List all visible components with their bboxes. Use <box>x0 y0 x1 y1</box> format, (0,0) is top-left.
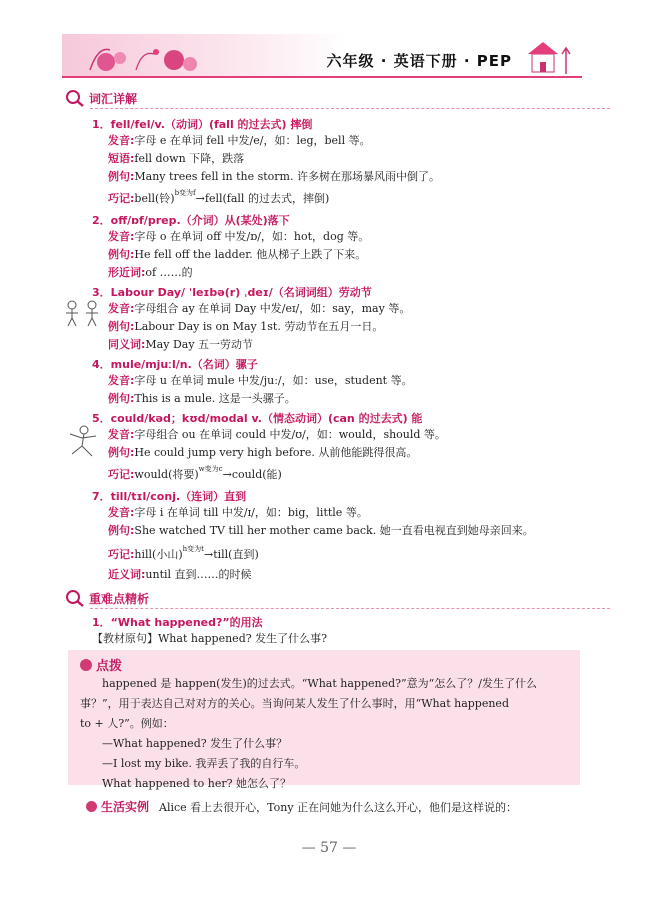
section-label-key: 重难点精析 <box>89 591 150 606</box>
house-decoration-icon <box>518 36 578 76</box>
bullet-icon <box>86 801 97 812</box>
entry-tag: 发音: <box>108 506 135 519</box>
entry-line <box>108 170 440 184</box>
entry-head: 5．could/kəd；kʊd/modal v.（情态动词）(can 的过去式) 能 <box>92 412 423 425</box>
entry-tag: 发音: <box>108 230 135 243</box>
entry-line <box>108 465 282 483</box>
magnifier-icon <box>64 588 86 608</box>
bullet-icon <box>80 659 92 671</box>
entry-line <box>108 428 446 442</box>
entry-tag: 例句: <box>108 446 135 459</box>
magnifier-icon <box>64 88 86 108</box>
section-header-key <box>64 588 149 608</box>
tip-line: —I lost my bike. 我弄丢了我的自行车。 <box>102 757 306 770</box>
entry-text: 字母 e 在单词 fell 中发/e/，如：leg，bell 等。 <box>134 134 371 147</box>
entry-line <box>108 189 330 207</box>
transform-note: h变为t <box>182 545 204 553</box>
life-text: Alice 看上去很开心，Tony 正在问她为什么这么开心，他们是这样说的： <box>159 800 518 814</box>
entry-line <box>108 446 417 460</box>
header-title: 六年级 · 英语下册 · PEP <box>326 52 512 70</box>
header-banner <box>62 34 582 78</box>
entry-text: This is a mule. 这是一头骡子。 <box>134 392 296 405</box>
entry-text: of ……的 <box>145 266 193 279</box>
entry-text: could(能) <box>231 468 282 481</box>
entry-head: 2．off/ɒf/prep.（介词）从(某处)落下 <box>92 214 290 227</box>
life-label: 生活实例 <box>101 800 150 814</box>
page-number: — 57 — <box>301 840 357 856</box>
textbook-source: 【教材原句】What happened? 发生了什么事? <box>92 632 328 645</box>
tip-line: happened 是 happen(发生)的过去式。“What happened?”意为“怎么了？/发生了什么 <box>102 677 537 690</box>
children-illustration-icon <box>62 298 104 328</box>
transform-note: b变为f <box>174 189 196 197</box>
entry-line <box>108 266 193 280</box>
tip-label: 点拨 <box>96 659 123 674</box>
arrow-icon: → <box>203 548 214 561</box>
tip-line: 事？”，用于表达自己对对方的关心。当询问某人发生了什么事时，用“What happened <box>80 697 509 710</box>
entry-head: 1．fell/fel/v.（动词）(fall 的过去式) 摔倒 <box>92 118 313 131</box>
entry-text: May Day 五一劳动节 <box>145 338 254 351</box>
section-header-vocab <box>64 88 137 108</box>
entry-text: Labour Day is on May 1st. 劳动节在五月一日。 <box>134 320 384 333</box>
entry-line <box>108 338 253 352</box>
entry-text: would(将要) <box>134 468 199 481</box>
entry-line <box>108 545 259 563</box>
arrow-icon: → <box>195 192 205 205</box>
entry-tag: 例句: <box>108 248 135 261</box>
key-point-head: 1．“What happened?”的用法 <box>92 616 263 629</box>
entry-text: hill(小山) <box>134 548 183 561</box>
entry-tag: 发音: <box>108 374 135 387</box>
tip-header <box>80 655 122 674</box>
entry-tag: 近义词: <box>108 568 146 581</box>
entry-head: 7．till/tɪl/conj.（连词）直到 <box>92 490 247 503</box>
entry-line <box>108 392 296 406</box>
entry-tag: 例句: <box>108 170 135 183</box>
entry-tag: 发音: <box>108 428 135 441</box>
entry-tag: 形近词: <box>108 266 146 279</box>
entry-line <box>108 374 413 388</box>
entry-line <box>108 230 369 244</box>
entry-head: 4．mule/mjuːl/n.（名词）骡子 <box>92 358 258 371</box>
entry-line <box>108 134 371 148</box>
entry-text: until 直到……的时候 <box>145 568 252 581</box>
entry-tag: 巧记: <box>108 192 135 205</box>
entry-text: fell(fall 的过去式，摔倒) <box>204 192 330 205</box>
divider <box>90 108 610 110</box>
entry-tag: 发音: <box>108 302 135 315</box>
tip-line: What happened to her? 她怎么了？ <box>102 777 292 790</box>
entry-text: till(直到) <box>213 548 259 561</box>
entry-text: 字母组合 ay 在单词 Day 中发/eɪ/，如：say，may 等。 <box>134 302 411 315</box>
entry-line <box>108 302 410 316</box>
entry-line <box>108 152 244 166</box>
entry-text: 字母 u 在单词 mule 中发/juː/，如：use，student 等。 <box>134 374 413 387</box>
arrow-icon: → <box>222 468 232 481</box>
jumping-figure-icon <box>62 424 104 460</box>
section-label-vocab: 词汇详解 <box>89 91 138 106</box>
entry-line <box>108 248 366 262</box>
entry-text: bell(铃) <box>134 192 175 205</box>
transform-note: w变为c <box>198 465 223 473</box>
entry-tag: 巧记: <box>108 468 135 481</box>
entry-text: He could jump very high before. 从前他能跳得很高。 <box>134 446 418 459</box>
entry-line <box>108 506 368 520</box>
entry-text: Many trees fell in the storm. 许多树在那场暴风雨中倒了。 <box>134 170 440 183</box>
entry-line <box>108 524 534 538</box>
entry-tag: 同义词: <box>108 338 146 351</box>
entry-tag: 例句: <box>108 392 135 405</box>
entry-line <box>108 568 252 582</box>
entry-tag: 短语: <box>108 152 135 165</box>
entry-text: He fell off the ladder. 他从梯子上跌了下来。 <box>134 248 367 261</box>
entry-text: 字母 i 在单词 till 中发/ɪ/，如：big，little 等。 <box>134 506 368 519</box>
entry-tag: 例句: <box>108 524 135 537</box>
floral-decoration-icon <box>76 40 216 74</box>
entry-tag: 发音: <box>108 134 135 147</box>
entry-tag: 巧记: <box>108 548 135 561</box>
entry-tag: 例句: <box>108 320 135 333</box>
tip-line: to + 人?”。例如： <box>80 717 174 730</box>
entry-head: 3．Labour Day/ ˈleɪbə(r) ˌdeɪ/（名词词组）劳动节 <box>92 286 372 299</box>
entry-text: fell down 下降，跌落 <box>134 152 245 165</box>
entry-text: 字母 o 在单词 off 中发/ɒ/，如：hot，dog 等。 <box>134 230 370 243</box>
entry-line <box>108 320 383 334</box>
divider <box>90 608 610 610</box>
entry-text: She watched TV till her mother came back. 她一直看电视直到她母亲回来。 <box>134 524 534 537</box>
tip-line: —What happened? 发生了什么事？ <box>102 737 288 750</box>
life-example <box>86 798 517 815</box>
entry-text: 字母组合 ou 在单词 could 中发/ʊ/，如：would，should 等。 <box>134 428 446 441</box>
